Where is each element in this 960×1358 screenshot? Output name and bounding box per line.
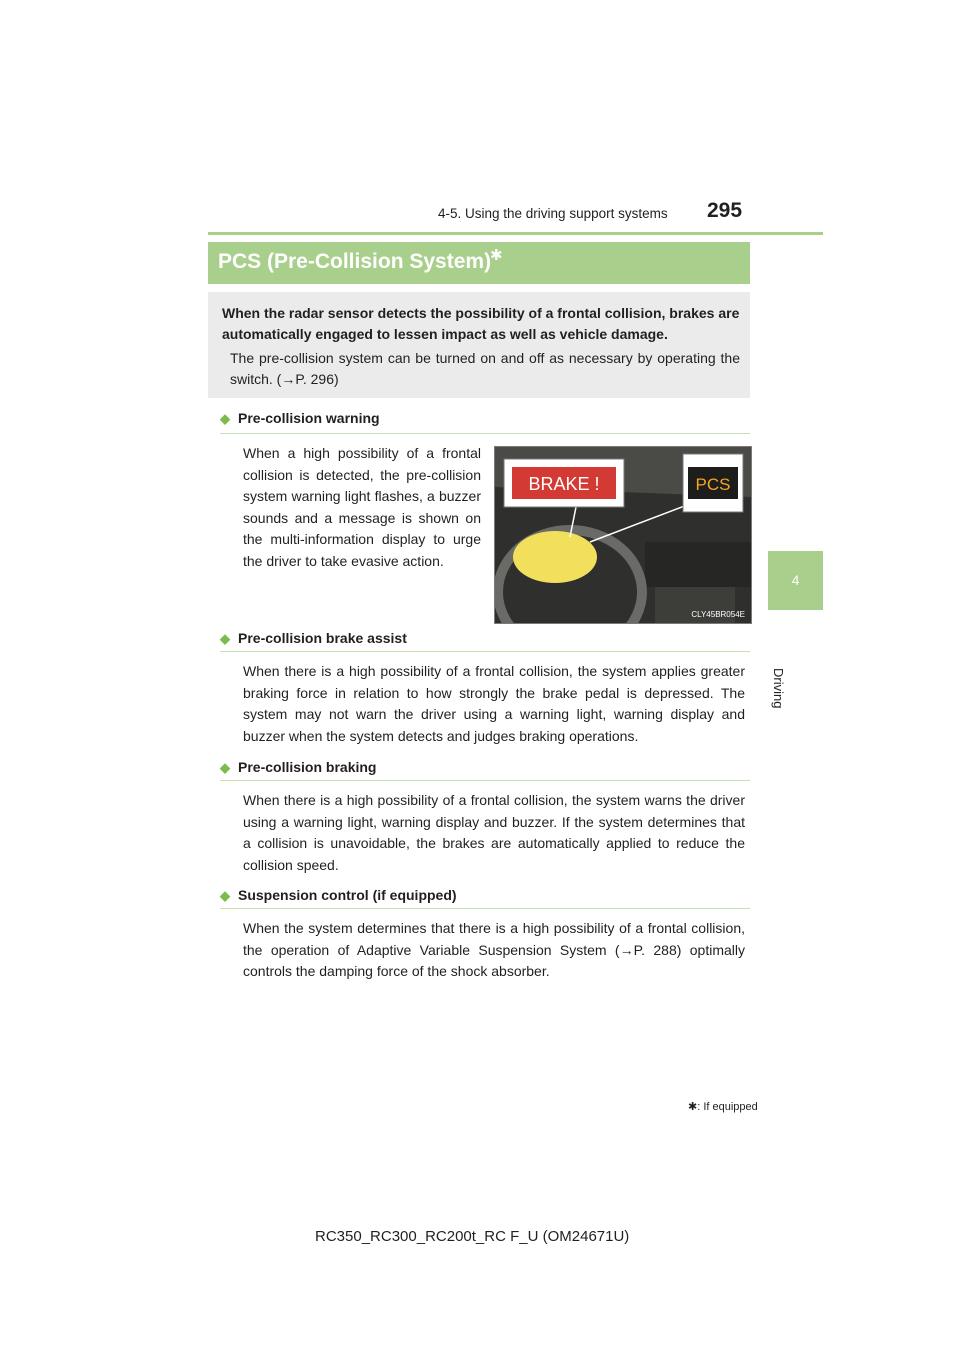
illustration-code: CLY45BR054E [691, 610, 745, 619]
header-divider [208, 232, 823, 235]
diamond-icon: ◆ [220, 760, 230, 775]
dashboard-drawing [495, 447, 751, 623]
footnote-mark: ✱ [688, 1101, 698, 1113]
brake-warning-callout [504, 459, 624, 507]
section-heading-text: Suspension control (if equipped) [238, 887, 457, 903]
dashboard-illustration [494, 446, 752, 624]
pcs-indicator-callout [683, 454, 743, 512]
section-body-suspension: When the system determines that there is a high possibility of a frontal collision, the operation of Adaptive Variable Suspension System (→P. 288) optimally controls the damping force of the shock absorber. [243, 920, 745, 979]
section-heading-text: Pre-collision braking [238, 759, 377, 775]
diamond-icon: ◆ [220, 888, 230, 903]
footnote-text: : If equipped [697, 1101, 758, 1113]
page-title: PCS (Pre-Collision System) [218, 250, 492, 273]
pcs-indicator-text: PCS [695, 475, 731, 494]
header-section-title: 4-5. Using the driving support systems [438, 206, 668, 221]
footnote [688, 1100, 758, 1113]
section-heading-suspension [220, 887, 457, 904]
if-equipped-mark: ✱ [490, 247, 503, 264]
intro-box [208, 292, 750, 398]
section-heading-brake-assist [220, 630, 407, 647]
highlighted-display-area [513, 531, 597, 583]
page-title-bar [208, 242, 750, 284]
section-heading-braking [220, 759, 376, 776]
section-divider [220, 908, 750, 909]
manual-code-footer: RC350_RC300_RC200t_RC F_U (OM24671U) [315, 1228, 630, 1245]
section-divider [220, 651, 750, 652]
diamond-icon: ◆ [220, 631, 230, 646]
section-heading-warning [220, 410, 380, 427]
section-divider [220, 433, 750, 434]
section-body-brake-assist: When there is a high possibility of a frontal collision, the system applies greater braking force in relation to how strongly the brake pedal is depressed. The system may not warn the driver using a warning light, warning display and buzzer when the system detects and judges braking operations. [243, 663, 745, 744]
section-heading-text: Pre-collision warning [238, 410, 380, 426]
diamond-icon: ◆ [220, 411, 230, 426]
section-divider [220, 780, 750, 781]
page-number: 295 [707, 199, 743, 222]
section-heading-text: Pre-collision brake assist [238, 630, 407, 646]
section-body-braking: When there is a high possibility of a frontal collision, the system warns the driver using a warning light, warning display and buzzer. If the system determines that a collision is unavoidable, the brakes are automatically applied to reduce the collision speed. [243, 792, 745, 873]
intro-summary: When the radar sensor detects the possibility of a frontal collision, brakes are automatically engaged to lessen impact as well as vehicle damage. [222, 305, 740, 342]
brake-warning-text: BRAKE ! [528, 474, 600, 494]
chapter-tab: 4 [768, 551, 823, 610]
intro-note: The pre-collision system can be turned on and off as necessary by operating the switch. (→P. 296) [230, 350, 740, 387]
chapter-label: Driving [771, 668, 786, 709]
section-body-warning: When a high possibility of a frontal collision is detected, the pre-collision system warning light flashes, a buzzer sounds and a message is shown on the multi-information display to urge the driver to take evasive action. [243, 445, 481, 569]
